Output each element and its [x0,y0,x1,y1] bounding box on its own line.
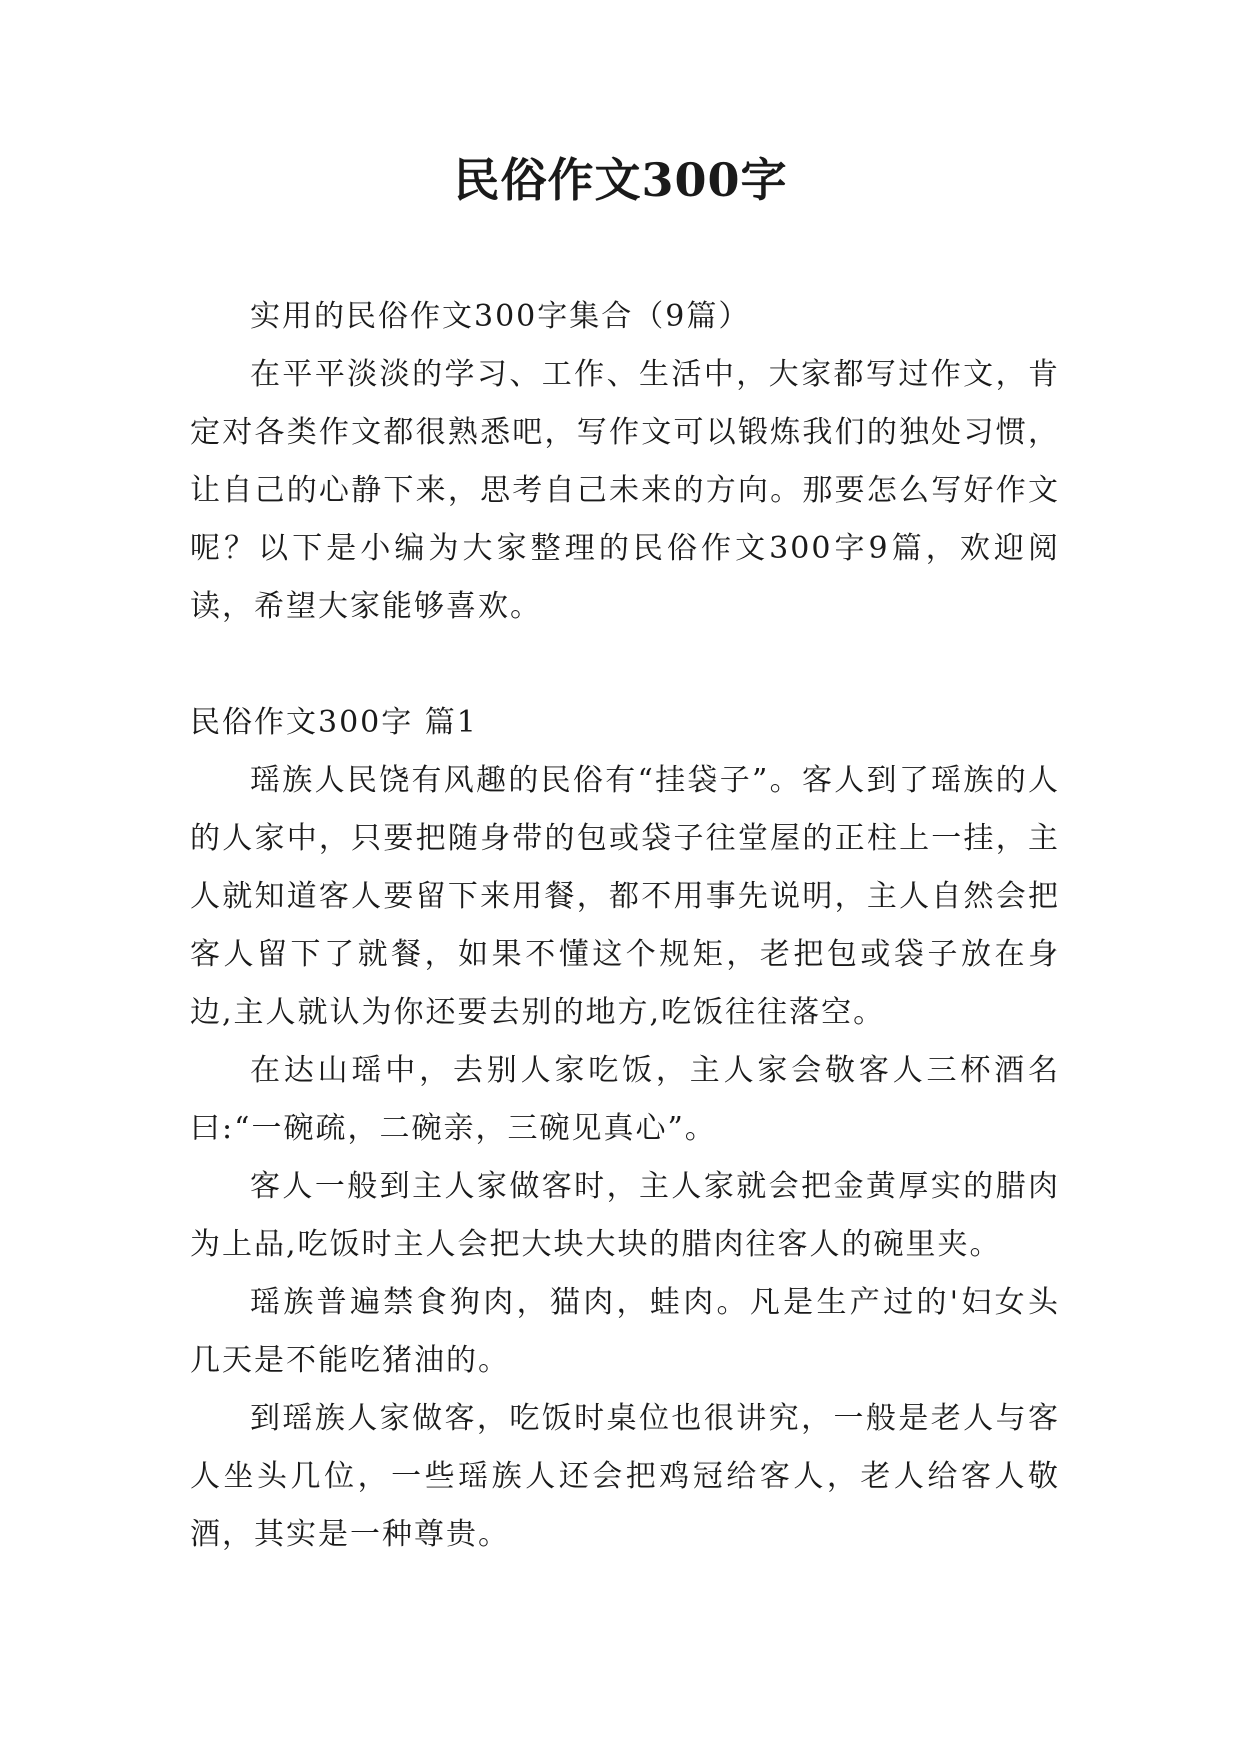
document-title: 民俗作文300字 [453,153,788,207]
intro-paragraph: 在平平淡淡的学习、工作、生活中，大家都写过作文，肯定对各类作文都很熟悉吧，写作文可以锻炼我们的独处习惯，让自己的心静下来，思考自己未来的方向。那要怎么写好作文呢？以下是小编为大家整理的民俗作文300字9篇，欢迎阅读，希望大家能够喜欢。 [190,357,1060,624]
body-paragraph: 到瑶族人家做客，吃饭时桌位也很讲究，一般是老人与客人坐头几位，一些瑶族人还会把鸡冠给客人，老人给客人敬酒，其实是一种尊贵。 [190,1401,1060,1552]
body-paragraph: 客人一般到主人家做客时，主人家就会把金黄厚实的腊肉为上品,吃饭时主人会把大块大块的腊肉往客人的碗里夹。 [190,1169,1060,1262]
document-body [190,288,1060,1564]
section-heading: 民俗作文300字 篇1 [190,705,478,740]
document-subtitle: 实用的民俗作文300字集合（9篇） [250,299,751,334]
body-paragraph: 在达山瑶中，去别人家吃饭，主人家会敬客人三杯酒名曰:“一碗疏，二碗亲，三碗见真心”。 [190,1053,1060,1146]
body-paragraph: 瑶族普遍禁食狗肉，猫肉，蛙肉。凡是生产过的'妇女头几天是不能吃猪油的。 [190,1285,1060,1378]
body-paragraph: 瑶族人民饶有风趣的民俗有“挂袋子”。客人到了瑶族的人的人家中，只要把随身带的包或袋子往堂屋的正柱上一挂，主人就知道客人要留下来用餐，都不用事先说明，主人自然会把客人留下了就餐，如果不懂这个规矩，老把包或袋子放在身边,主人就认为你还要去别的地方,吃饭往往落空。 [190,763,1060,1030]
